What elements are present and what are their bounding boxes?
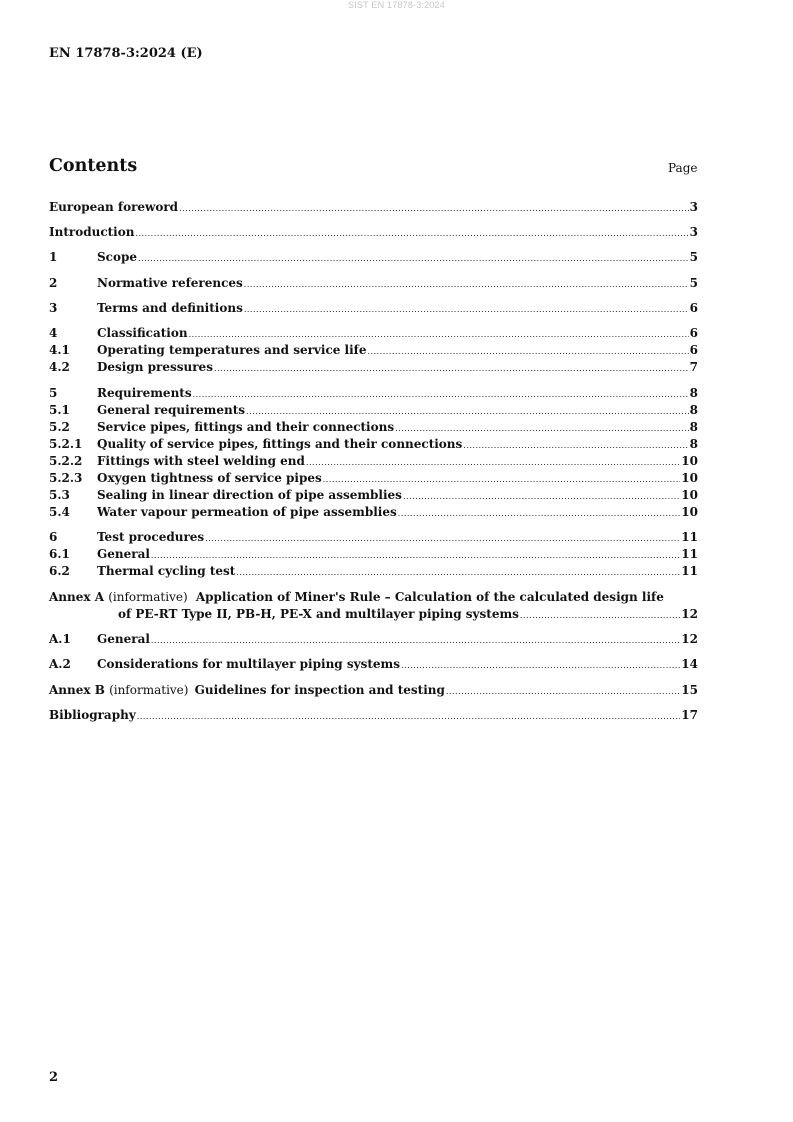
annex-label: Annex A <box>49 590 105 604</box>
toc-entry-5-2-1[interactable] <box>49 436 698 454</box>
toc-title: Introduction <box>49 225 135 239</box>
document-id: EN 17878-3:2024 (E) <box>49 46 203 61</box>
toc-entry-requirements[interactable] <box>49 385 698 403</box>
toc-number: 5.2.1 <box>49 437 83 451</box>
annex-label: Annex B <box>49 683 105 697</box>
annex-title-line1: Application of Miner's Rule – Calculation of the calculated design life <box>195 590 664 604</box>
toc-entry-terms-and-definitions[interactable] <box>49 300 698 318</box>
toc-entry-scope[interactable] <box>49 249 698 267</box>
toc-entry-5-2-2[interactable] <box>49 453 698 471</box>
toc-number: 5 <box>49 386 58 400</box>
toc-number: A.1 <box>49 632 71 646</box>
toc-number: 3 <box>49 301 58 315</box>
toc-title: Bibliography <box>49 708 136 722</box>
toc-title: European foreword <box>49 200 179 214</box>
toc-entry-a-1[interactable] <box>49 631 698 649</box>
toc-title: Fittings with steel welding end <box>97 454 305 468</box>
toc-number: 6 <box>49 530 58 544</box>
page-column-label: Page <box>668 161 698 175</box>
toc-entry-european-foreword[interactable] <box>49 199 698 217</box>
toc-number: 4.1 <box>49 343 70 357</box>
dot-leader <box>151 546 680 564</box>
toc-title: Normative references <box>97 276 243 290</box>
toc-title: Thermal cycling test <box>97 564 236 578</box>
toc-title: Test procedures <box>97 530 205 544</box>
toc-entry-normative-references[interactable] <box>49 275 698 293</box>
toc-title: Considerations for multilayer piping systems <box>97 657 400 671</box>
dot-leader <box>323 470 681 488</box>
dot-leader <box>189 325 689 343</box>
toc-number: 5.2 <box>49 420 70 434</box>
dot-leader <box>401 656 680 674</box>
dot-leader <box>135 224 688 242</box>
toc-page: 5 <box>689 250 698 264</box>
toc-title: General <box>97 547 150 561</box>
toc-page: 6 <box>689 301 698 315</box>
dot-leader <box>214 359 689 377</box>
toc-number: A.2 <box>49 657 71 671</box>
dot-leader <box>193 385 689 403</box>
toc-page: 17 <box>681 708 698 722</box>
toc-entry-annex-a-continued[interactable] <box>49 606 698 624</box>
toc-entry-5-4[interactable] <box>49 504 698 522</box>
toc-number: 1 <box>49 250 58 264</box>
toc-entry-6-1[interactable] <box>49 546 698 564</box>
dot-leader <box>137 707 681 725</box>
toc-title: Terms and definitions <box>97 301 243 315</box>
toc-page: 3 <box>689 200 698 214</box>
dot-leader <box>446 682 680 700</box>
toc-page: 11 <box>681 530 698 544</box>
toc-entry-introduction[interactable] <box>49 224 698 242</box>
toc-page: 15 <box>681 683 698 697</box>
toc-entry-annex-a[interactable] <box>49 589 664 606</box>
watermark: SIST EN 17878-3:2024 <box>348 0 445 10</box>
toc-number: 5.4 <box>49 505 70 519</box>
toc-number: 5.1 <box>49 403 70 417</box>
toc-page: 7 <box>689 360 698 374</box>
toc-page: 10 <box>681 471 698 485</box>
toc-entry-a-2[interactable] <box>49 656 698 674</box>
toc-title: General <box>97 632 150 646</box>
toc-number: 5.3 <box>49 488 70 502</box>
toc-page: 10 <box>681 488 698 502</box>
toc-page: 8 <box>689 386 698 400</box>
toc-number: 5.2.2 <box>49 454 83 468</box>
toc-page: 12 <box>681 632 698 646</box>
toc-title: Oxygen tightness of service pipes <box>97 471 322 485</box>
toc-entry-5-1[interactable] <box>49 402 698 420</box>
toc-title: Quality of service pipes, fittings and their connections <box>97 437 463 451</box>
dot-leader <box>179 199 689 217</box>
toc-title: Service pipes, fittings and their connections <box>97 420 395 434</box>
dot-leader <box>520 606 680 624</box>
toc-page: 14 <box>681 657 698 671</box>
toc-entry-6-2[interactable] <box>49 563 698 581</box>
toc-page: 6 <box>689 326 698 340</box>
toc-page: 8 <box>689 420 698 434</box>
toc-title: Water vapour permeation of pipe assemblies <box>97 505 397 519</box>
annex-title-line2: of PE-RT Type II, PB-H, PE-X and multilayer piping systems <box>118 607 519 621</box>
toc-number: 6.1 <box>49 547 70 561</box>
dot-leader <box>403 487 680 505</box>
dot-leader <box>463 436 688 454</box>
toc-number: 2 <box>49 276 58 290</box>
toc-title: Operating temperatures and service life <box>97 343 367 357</box>
dot-leader <box>151 631 680 649</box>
toc-page: 8 <box>689 437 698 451</box>
toc-title: Sealing in linear direction of pipe assemblies <box>97 488 402 502</box>
toc-entry-4-1[interactable] <box>49 342 698 360</box>
toc-page: 10 <box>681 505 698 519</box>
toc-page: 5 <box>689 276 698 290</box>
toc-number: 4 <box>49 326 58 340</box>
page-number: 2 <box>49 1070 59 1085</box>
annex-kind: (informative) <box>108 590 188 604</box>
toc-page: 11 <box>681 547 698 561</box>
dot-leader <box>244 275 689 293</box>
annex-kind: (informative) <box>109 683 189 697</box>
dot-leader <box>398 504 681 522</box>
dot-leader <box>367 342 688 360</box>
toc-page: 6 <box>689 343 698 357</box>
toc-number: 4.2 <box>49 360 70 374</box>
toc-title: General requirements <box>97 403 246 417</box>
toc-entry-4-2[interactable] <box>49 359 698 377</box>
toc-entry-5-2[interactable] <box>49 419 698 437</box>
toc-title: Design pressures <box>97 360 213 374</box>
toc-page: 10 <box>681 454 698 468</box>
toc-title: Scope <box>97 250 138 264</box>
toc-page: 8 <box>689 403 698 417</box>
dot-leader <box>246 402 689 420</box>
toc-page: 3 <box>689 225 698 239</box>
dot-leader <box>244 300 689 318</box>
dot-leader <box>306 453 680 471</box>
annex-title: Guidelines for inspection and testing <box>194 683 445 697</box>
toc-entry-5-2-3[interactable] <box>49 470 698 488</box>
toc-entry-test-procedures[interactable] <box>49 529 698 547</box>
toc-entry-classification[interactable] <box>49 325 698 343</box>
toc-page: 11 <box>681 564 698 578</box>
toc-number: 6.2 <box>49 564 70 578</box>
dot-leader <box>236 563 680 581</box>
toc-number: 5.2.3 <box>49 471 83 485</box>
toc-page: 12 <box>681 607 698 621</box>
toc-entry-5-3[interactable] <box>49 487 698 505</box>
dot-leader <box>138 249 689 267</box>
toc-title: Requirements <box>97 386 192 400</box>
contents-title: Contents <box>49 156 138 176</box>
dot-leader <box>205 529 680 547</box>
toc-entry-bibliography[interactable] <box>49 707 698 725</box>
toc-title: Classification <box>97 326 188 340</box>
toc-entry-annex-b[interactable] <box>49 682 698 700</box>
dot-leader <box>395 419 689 437</box>
